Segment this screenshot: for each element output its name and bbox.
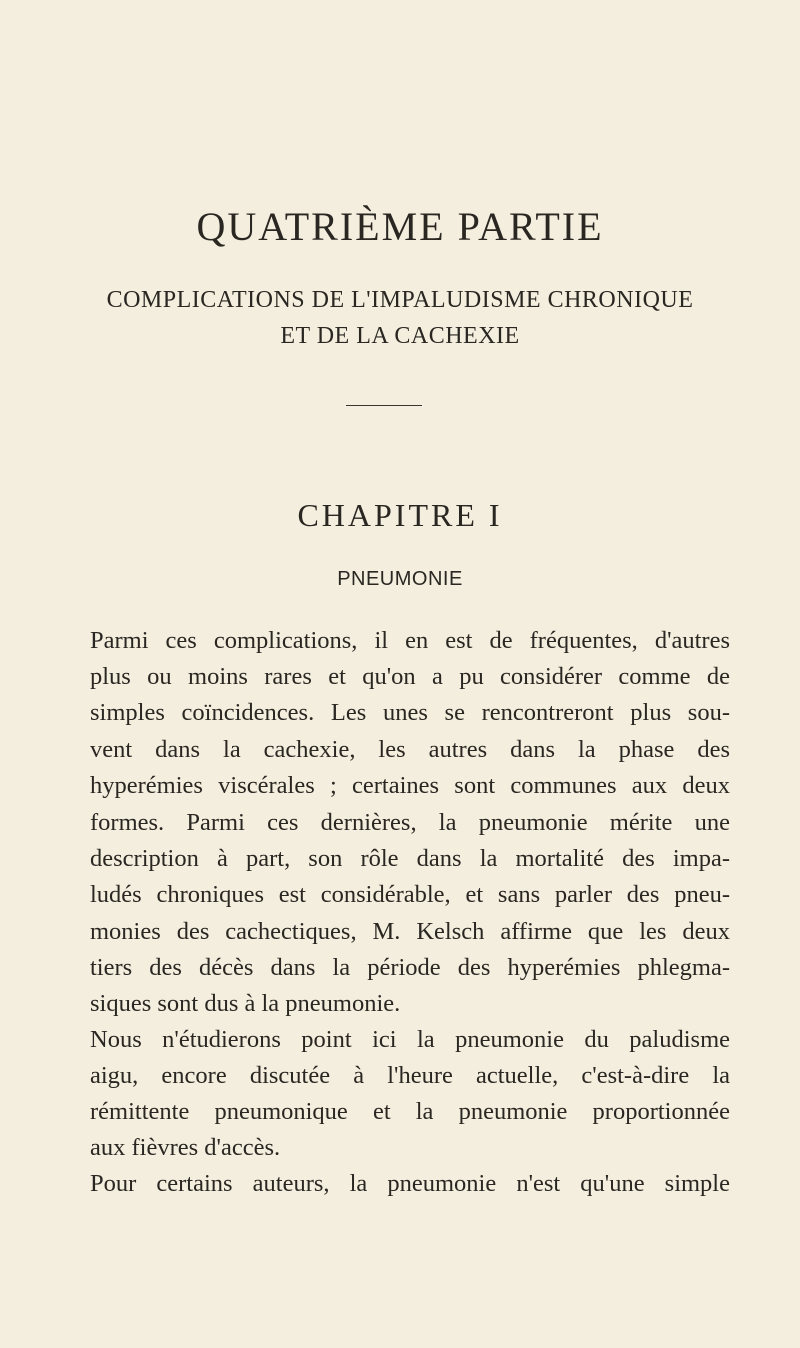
body-line: plus ou moins rares et qu'on a pu considérer comme de [90, 663, 730, 690]
body-line: simples coïncidences. Les unes se rencontreront plus sou- [90, 699, 730, 726]
section-title: PNEUMONIE [337, 568, 463, 590]
body-line: description à part, son rôle dans la mortalité des impa- [90, 845, 730, 872]
body-line: vent dans la cachexie, les autres dans la phase des [90, 736, 730, 763]
body-line: Nous n'étudierons point ici la pneumonie du paludisme [90, 1026, 730, 1053]
subtitle-line-1: COMPLICATIONS DE L'IMPALUDISME CHRONIQUE [106, 287, 694, 313]
body-line: monies des cachectiques, M. Kelsch affirme que les deux [90, 918, 730, 945]
part-title: QUATRIÈME PARTIE [196, 204, 604, 249]
body-line: aigu, encore discutée à l'heure actuelle, c'est-à-dire la [90, 1062, 730, 1089]
subtitle-line-2: ET DE LA CACHEXIE [280, 323, 520, 349]
body-line: hyperémies viscérales ; certaines sont communes aux deux [90, 772, 730, 799]
chapter-title: CHAPITRE I [297, 497, 503, 533]
body-line: rémittente pneumonique et la pneumonie proportionnée [90, 1098, 730, 1125]
body-line: Parmi ces complications, il en est de fréquentes, d'autres [90, 627, 730, 654]
body-line: Pour certains auteurs, la pneumonie n'est qu'une simple [90, 1170, 730, 1197]
body-line: aux fièvres d'accès. [90, 1134, 281, 1161]
body-line: siques sont dus à la pneumonie. [90, 990, 401, 1017]
body-line: ludés chroniques est considérable, et sans parler des pneu- [90, 881, 730, 908]
body-line: tiers des décès dans la période des hyperémies phlegma- [90, 954, 730, 981]
separator-rule [346, 405, 422, 406]
body-line: formes. Parmi ces dernières, la pneumonie mérite une [90, 809, 730, 836]
